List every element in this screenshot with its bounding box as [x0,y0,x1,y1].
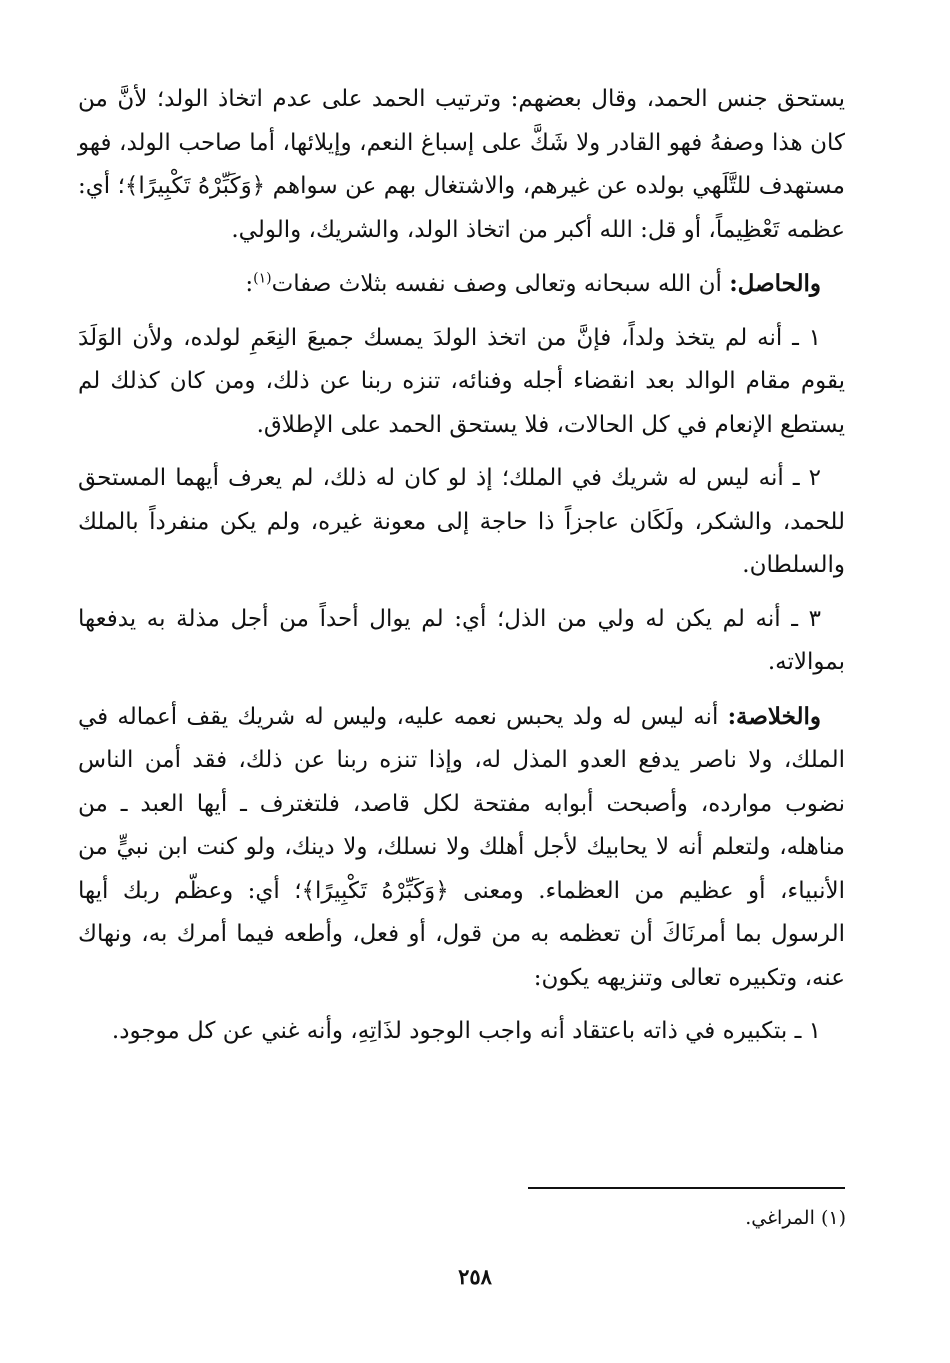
paragraph-conclusion [78,695,845,1001]
footnote-text: المراغي. [745,1207,815,1229]
paragraph-point-2 [78,457,845,588]
page-number: ٢٥٨ [458,1264,492,1289]
paragraph-text: ٣ ـ أنه لم يكن له ولي من الذل؛ أي: لم يوال أحداً من أجل مذلة به يدفعها بموالاته. [78,605,845,675]
footnote [745,1203,846,1233]
paragraph-text: ١ ـ أنه لم يتخذ ولداً، فإنَّ من اتخذ الولدَ يمسك جميعَ النِعَمِ لولده، ولأن الوَلَدَ يقوم مقام الوالد بعد انقضاء أجله وفنائه، تنزه ربنا عن ذلك، ومن كان كذلك لم يستطع الإنعام في كل الحالات، فلا يستحق الحمد على الإطلاق. [78,324,845,438]
paragraph-summary-heading [78,262,845,307]
paragraph-text: يستحق جنس الحمد، وقال بعضهم: وترتيب الحمد على عدم اتخاذ الولد؛ لأنَّ من كان هذا وصفهُ فهو القادر ولا شَكَّ على إسباغ النعم، وإيلائها، أما صاحب الولد، فهو مستهدف للتَّلَهي بولده عن غيرهم، والاشتغال بهم عن سواهم ﴿وَكَبِّرْهُ تَكْبِيرًا﴾؛ أي: عظمه تَعْظِيماً، أو قل: الله أكبر من اتخاذ الولد، والشريك، والولي. [78,86,845,243]
footnote-divider [528,1187,845,1189]
paragraph-takbir-point-1 [78,1010,845,1054]
footnote-number: (١) [820,1207,846,1229]
paragraph-point-1 [78,317,845,448]
paragraph-text: ٢ ـ أنه ليس له شريك في الملك؛ إذ لو كان له ذلك، لم يعرف أيهما المستحق للحمد، والشكر، ولَكَان عاجزاً ذا حاجة إلى معونة غيره، ولم يكن منفرداً بالملك والسلطان. [78,465,845,578]
paragraph-text: أن الله سبحانه وتعالى وصف نفسه بثلاث صفات [271,271,722,297]
paragraph-opening [78,78,845,252]
footnote-reference: (١) [253,270,272,287]
paragraph-point-3 [78,598,845,685]
paragraph-heading: والخلاصة: [727,702,821,730]
paragraph-text: ١ ـ بتكبيره في ذاته باعتقاد أنه واجب الوجود لذَاتِهِ، وأنه غني عن كل موجود. [111,1018,821,1044]
paragraph-heading: والحاصل: [729,270,821,297]
paragraph-text: أنه ليس له ولد يحبس نعمه عليه، وليس له شريك يقف أعماله في الملك، ولا ناصر يدفع العدو المذل له، وإذا تنزه ربنا عن ذلك، فقد أمن الناس نضوب موارده، وأصبحت أبوابه مفتحة لكل قاصد، فلتغترف ـ أيها العبد ـ من مناهله، ولتعلم أنه لا يحابيك لأجل أهلك ولا نسلك، ولا دينك، ولو كنت ابن نبيٍّ من الأنبياء، أو عظيم من العظماء. ومعنى ﴿وَكَبِّرْهُ تَكْبِيرًا﴾؛ أي: وعظّم ربك أيها الرسول بما أمرنَاكَ أن تعظمه به من قول، أو فعل، وأطعه فيما أمرك به، ونهاك عنه، وتكبيره تعالى وتنزيهه يكون: [78,703,845,991]
paragraph-tail: : [245,271,254,297]
main-text [78,78,845,1064]
